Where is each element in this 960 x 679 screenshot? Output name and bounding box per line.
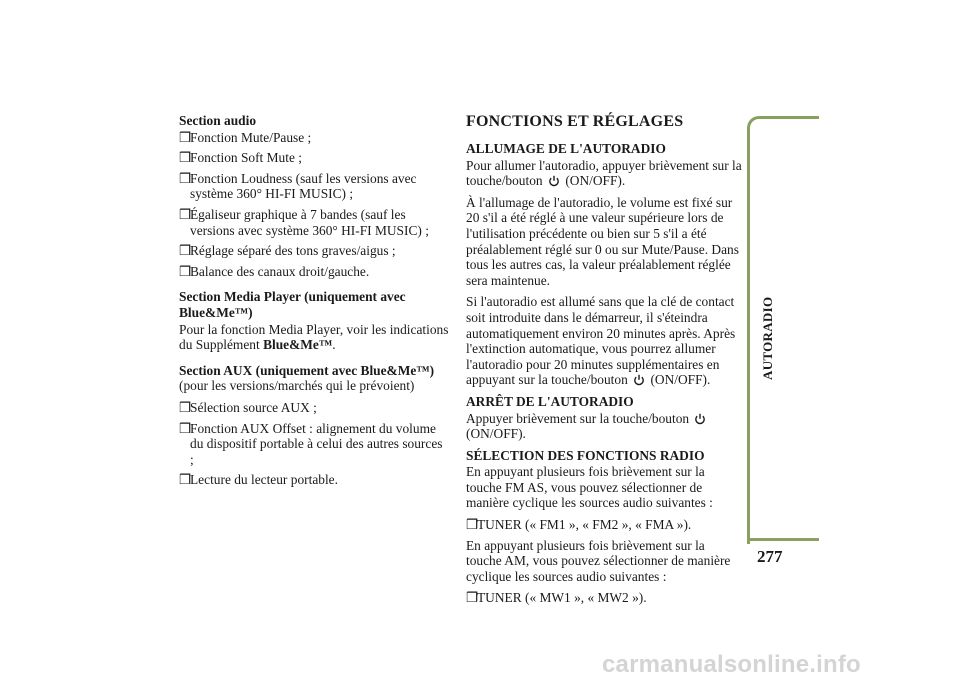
checkbox-bullet-icon: ❒	[179, 399, 192, 415]
checkbox-bullet-icon: ❒	[179, 243, 192, 259]
power-button-icon	[633, 374, 645, 386]
power-off-paragraph: Appuyer brièvement sur la touche/bouton (ON/OFF).	[466, 411, 742, 442]
media-section-heading: Section Media Player (uniquement avec Blue&Me™)	[179, 289, 406, 320]
power-button-icon	[694, 413, 706, 425]
list-item: ❒ TUNER (« FM1 », « FM2 », « FMA »).	[466, 517, 692, 533]
radio-selection-paragraph-1: En appuyant plusieurs fois brièvement sur la touche FM AS, vous pouvez sélectionner de manière cyclique les sources audio suivantes :	[466, 464, 713, 511]
list-item: ❒ Égaliseur graphique à 7 bandes (sauf les versions avec système 360° HI-FI MUSIC) ;	[179, 206, 429, 238]
list-item: ❒ Balance des canaux droit/gauche.	[179, 263, 370, 279]
right-column	[466, 113, 742, 611]
checkbox-bullet-icon: ❒	[179, 206, 192, 222]
checkbox-bullet-icon: ❒	[179, 472, 192, 488]
audio-section-heading: Section audio	[179, 113, 257, 128]
power-on-heading: ALLUMAGE DE L'AUTORADIO	[466, 141, 666, 156]
list-item: ❒ Fonction Loudness (sauf les versions avec système 360° HI-FI MUSIC) ;	[179, 170, 417, 202]
left-column	[179, 113, 449, 493]
list-item: ❒ Réglage séparé des tons graves/aigus ;	[179, 243, 396, 259]
power-on-paragraph-1: Pour allumer l'autoradio, appuyer brièvement sur la touche/bouton (ON/OFF).	[466, 157, 742, 189]
list-item: ❒ Fonction AUX Offset : alignement du volume du dispositif portable à celui des autres sources ;	[179, 420, 443, 467]
list-item: ❒ Lecture du lecteur portable.	[179, 472, 338, 488]
power-button-icon	[548, 175, 560, 187]
power-off-heading: ARRÊT DE L'AUTORADIO	[466, 393, 634, 409]
aux-subtitle: (pour les versions/marchés qui le prévoient)	[179, 378, 415, 394]
aux-section-heading: Section AUX (uniquement avec Blue&Me™)	[179, 362, 435, 378]
radio-selection-heading: SÉLECTION DES FONCTIONS RADIO	[466, 447, 705, 463]
checkbox-bullet-icon: ❒	[179, 420, 192, 436]
list-item: ❒ TUNER (« MW1 », « MW2 »).	[466, 590, 647, 606]
checkbox-bullet-icon: ❒	[179, 170, 192, 186]
aux-list	[179, 400, 449, 488]
list-item: ❒ Fonction Mute/Pause ;	[179, 129, 312, 145]
list-item: ❒ Sélection source AUX ;	[179, 399, 317, 415]
list-item: ❒ Fonction Soft Mute ;	[179, 150, 302, 166]
media-paragraph: Pour la fonction Media Player, voir les indications du Supplément Blue&Me™.	[179, 321, 449, 353]
power-on-paragraph-2: À l'allumage de l'autoradio, le volume est fixé sur 20 s'il a été réglé à une valeur supérieure lors de l'utilisation précédente ou bien sur 5 s'il a été préalablement réglé sur 0 ou sur Mute/Pause. Dans tous les autres cas, la valeur préalablement réglée sera maintenue.	[466, 194, 739, 288]
audio-list	[179, 130, 449, 280]
checkbox-bullet-icon: ❒	[466, 590, 479, 606]
page-number: 277	[757, 547, 783, 566]
radio-selection-paragraph-2: En appuyant plusieurs fois brièvement sur la touche AM, vous pouvez sélectionner de manière cyclique les sources audio suivantes :	[466, 537, 731, 584]
checkbox-bullet-icon: ❒	[179, 129, 192, 145]
chapter-tab-label: AUTORADIO	[760, 296, 775, 380]
checkbox-bullet-icon: ❒	[179, 263, 192, 279]
chapter-tab-rule	[747, 538, 819, 541]
checkbox-bullet-icon: ❒	[179, 150, 192, 166]
section-title: FONCTIONS ET RÉGLAGES	[466, 113, 684, 130]
watermark: carmanualsonline.info	[602, 651, 861, 678]
checkbox-bullet-icon: ❒	[466, 517, 479, 533]
power-on-paragraph-3: Si l'autoradio est allumé sans que la clé de contact soit introduite dans le démarreur, il s'éteindra automatiquement environ 20 minutes après. Après l'extinction automatique, vous pourrez allumer l'autoradio pour 20 minutes supplémentaires en appuyant sur la touche/bouton (ON/OFF).	[466, 294, 736, 388]
